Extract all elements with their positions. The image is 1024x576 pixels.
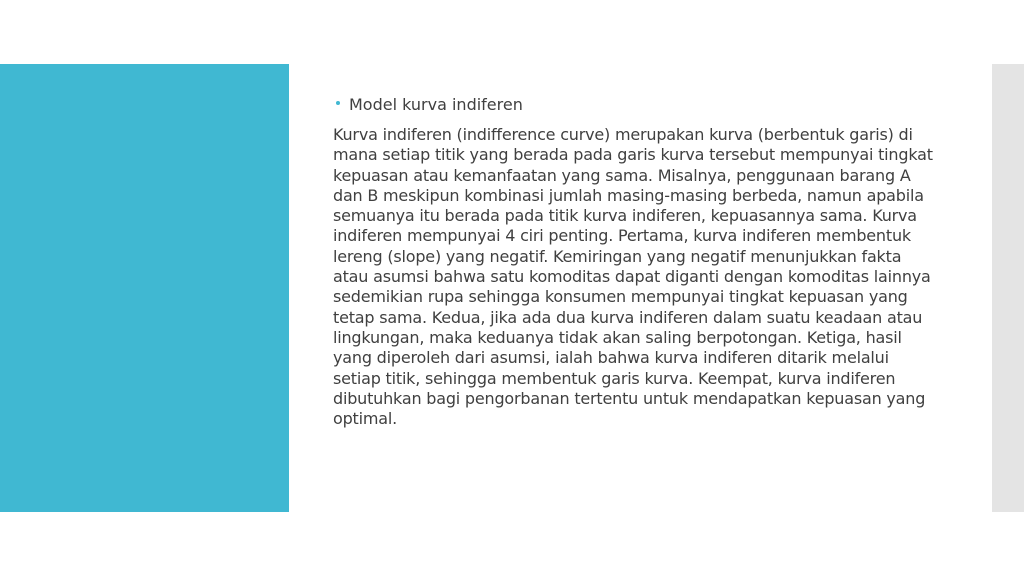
- accent-block: [0, 64, 289, 512]
- body-paragraph: Kurva indiferen (indifference curve) merupakan kurva (berbentuk garis) di mana setiap titik yang berada pada garis kurva tersebut mempunyai tingkat kepuasan atau kemanfaatan yang sama. Misalnya, penggunaan barang A dan B meskipun kombinasi jumlah masing-masing berbeda, namun apabila semuanya itu berada pada titik kurva indiferen, kepuasannya sama. Kurva indiferen mempunyai 4 ciri penting. Pertama, kurva indiferen membentuk lereng (slope) yang negatif. Kemiringan yang negatif menunjukkan fakta atau asumsi bahwa satu komoditas dapat diganti dengan komoditas lainnya sedemikian rupa sehingga konsumen mempunyai tingkat kepuasan yang tetap sama. Kedua, jika ada dua kurva indiferen dalam suatu keadaan atau lingkungan, maka keduanya tidak akan saling berpotongan. Ketiga, hasil yang diperoleh dari asumsi, ialah bahwa kurva indiferen ditarik melalui setiap titik, sehingga membentuk garis kurva. Keempat, kurva indiferen dibutuhkan bagi pengorbanan tertentu untuk mendapatkan kepuasan yang optimal.: [333, 125, 933, 429]
- bullet-item: [333, 94, 933, 116]
- bullet-dot-icon: [336, 101, 340, 105]
- side-strip: [992, 64, 1024, 512]
- slide-content: [333, 94, 933, 429]
- bullet-heading: Model kurva indiferen: [349, 95, 523, 114]
